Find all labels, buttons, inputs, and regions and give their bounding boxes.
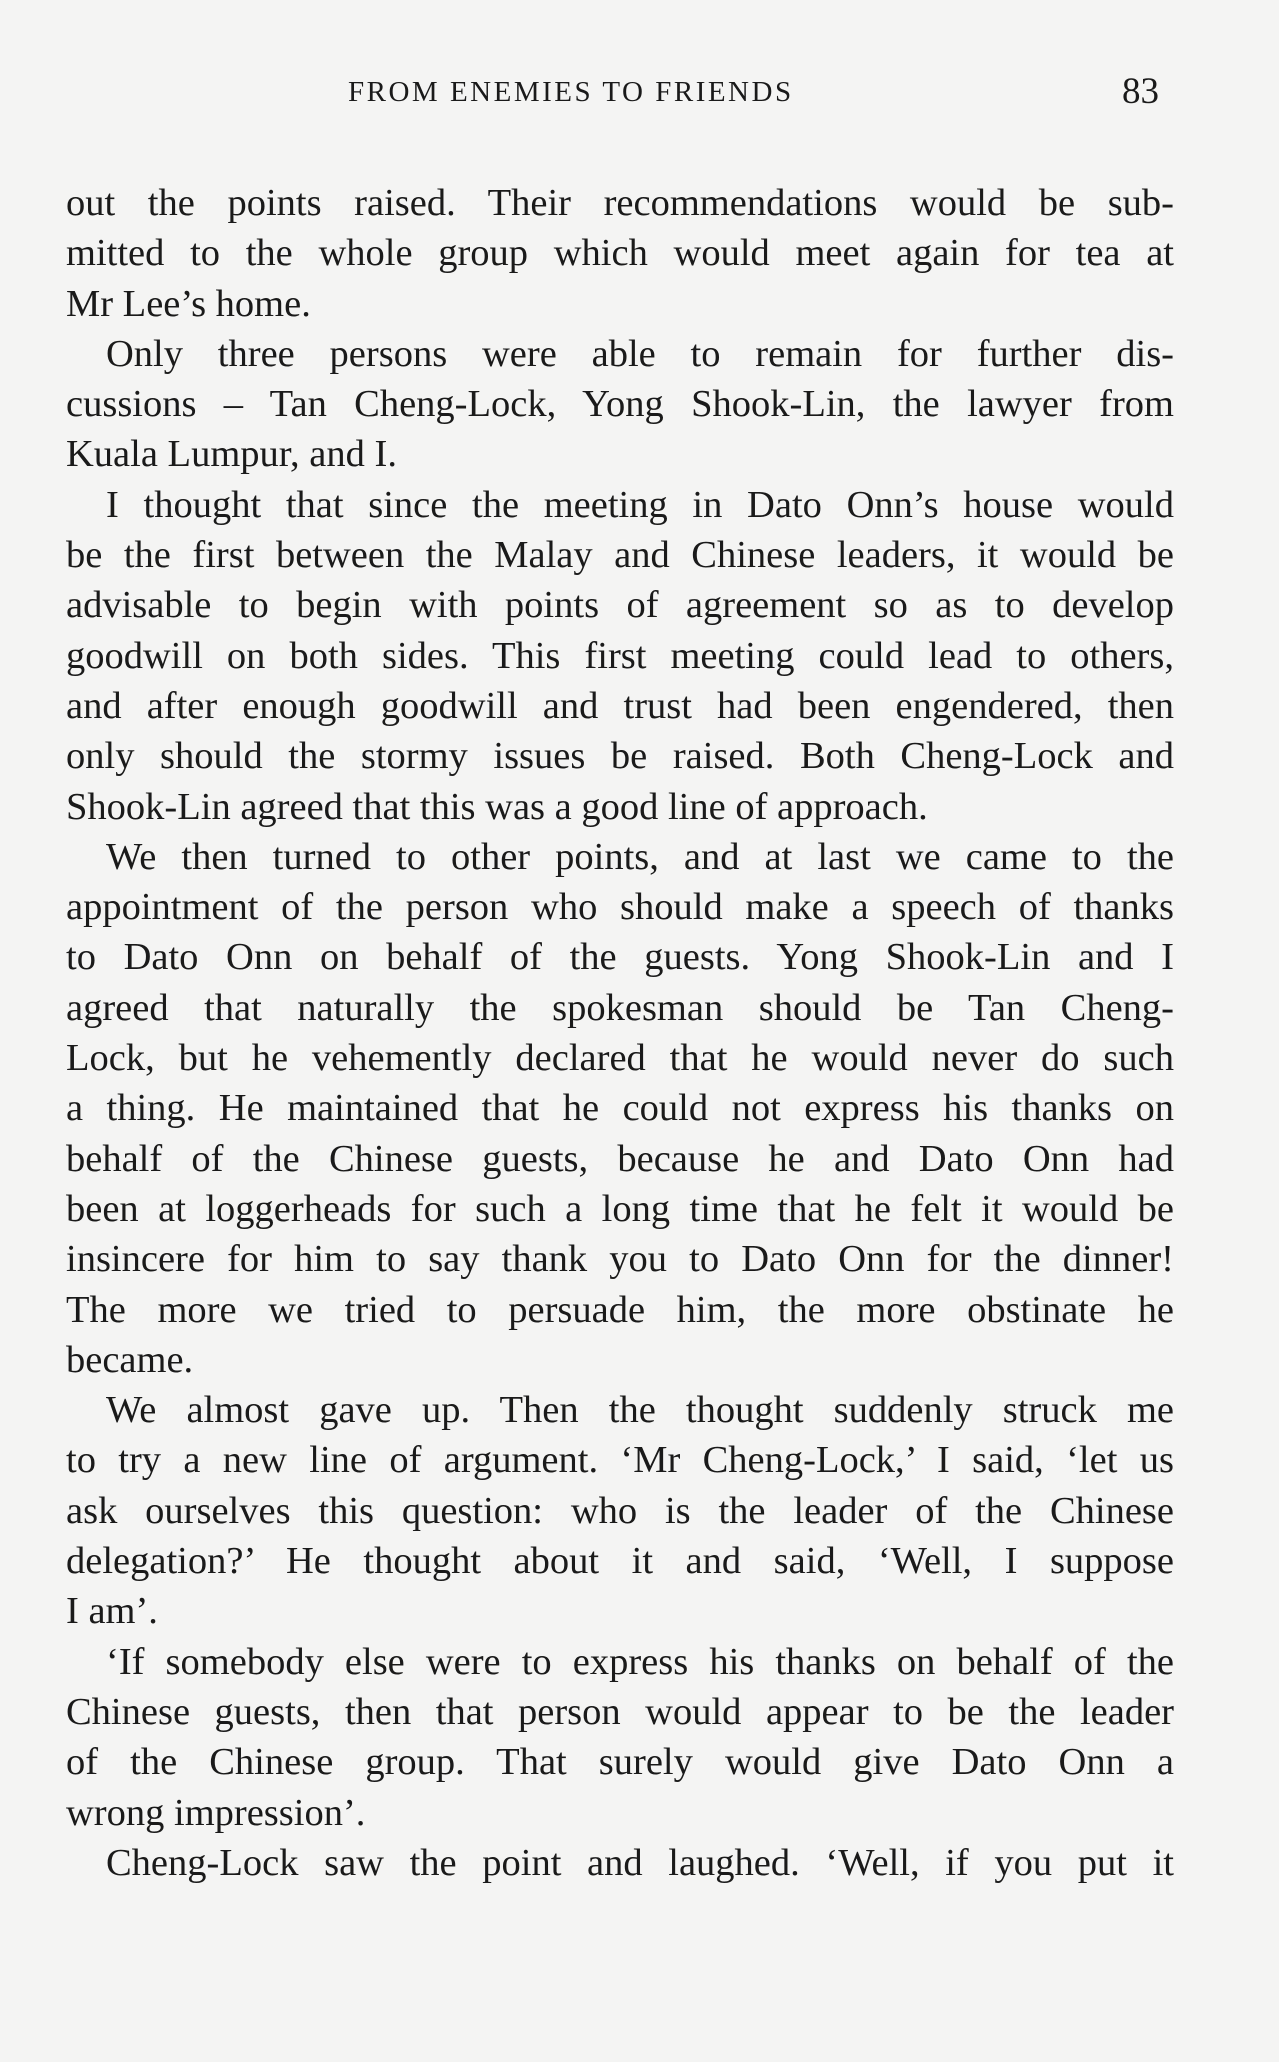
text-line: became.: [66, 1338, 194, 1381]
text-line: to Dato Onn on behalf of the guests. Yong Shook-Lin and I: [66, 936, 1174, 979]
text-line: agreed that naturally the spokesman should be Tan Cheng-: [66, 986, 1174, 1029]
paragraph: [66, 1385, 1174, 1636]
text-line: ‘If somebody else were to express his thanks on behalf of the: [106, 1640, 1174, 1683]
text-line: delegation?’ He thought about it and said, ‘Well, I suppose: [66, 1540, 1174, 1583]
paragraph: [66, 832, 1174, 1385]
text-line: We then turned to other points, and at last we came to the: [106, 835, 1174, 878]
text-line: advisable to begin with points of agreement so as to develop: [66, 584, 1174, 627]
text-line: and after enough goodwill and trust had been engendered, then: [66, 684, 1174, 727]
text-line: appointment of the person who should make a speech of thanks: [66, 886, 1174, 929]
text-line: Only three persons were able to remain for further dis-: [106, 332, 1174, 375]
page-number: 83: [1122, 71, 1159, 112]
paragraph: [66, 1838, 1174, 1888]
text-line: a thing. He maintained that he could not express his thanks on: [66, 1087, 1174, 1130]
text-line: been at loggerheads for such a long time that he felt it would be: [66, 1187, 1174, 1230]
text-line: mitted to the whole group which would meet again for tea at: [66, 232, 1174, 275]
running-title: FROM ENEMIES TO FRIENDS: [348, 76, 794, 108]
text-line: I am’.: [66, 1590, 158, 1633]
text-line: ask ourselves this question: who is the leader of the Chinese: [66, 1489, 1174, 1532]
paragraph: [66, 480, 1174, 832]
text-line: of the Chinese group. That surely would give Dato Onn a: [66, 1741, 1174, 1784]
text-line: be the first between the Malay and Chinese leaders, it would be: [66, 534, 1174, 577]
text-line: Shook-Lin agreed that this was a good line of approach.: [66, 785, 928, 828]
text-line: I thought that since the meeting in Dato Onn’s house would: [106, 483, 1174, 526]
text-line: insincere for him to say thank you to Dato Onn for the dinner!: [66, 1238, 1174, 1281]
text-line: wrong impression’.: [66, 1791, 366, 1834]
text-line: Kuala Lumpur, and I.: [66, 433, 397, 476]
text-line: Lock, but he vehemently declared that he would never do such: [66, 1037, 1174, 1080]
paragraph: [66, 178, 1174, 329]
text-line: We almost gave up. Then the thought suddenly struck me: [106, 1389, 1174, 1432]
text-line: out the points raised. Their recommendations would be sub-: [66, 182, 1174, 224]
text-line: behalf of the Chinese guests, because he and Dato Onn had: [66, 1137, 1174, 1180]
text-line: Mr Lee’s home.: [66, 282, 311, 325]
text-line: to try a new line of argument. ‘Mr Cheng-Lock,’ I said, ‘let us: [66, 1439, 1174, 1482]
body-text: [66, 178, 1174, 1888]
text-line: only should the stormy issues be raised. Both Cheng-Lock and: [66, 735, 1174, 778]
text-line: cussions – Tan Cheng-Lock, Yong Shook-Lin, the lawyer from: [66, 383, 1174, 426]
text-line: Cheng-Lock saw the point and laughed. ‘Well, if you put it: [106, 1841, 1174, 1884]
text-line: The more we tried to persuade him, the more obstinate he: [66, 1288, 1174, 1331]
running-header: [0, 71, 1279, 116]
paragraph: [66, 1637, 1174, 1838]
text-line: Chinese guests, then that person would appear to be the leader: [66, 1690, 1174, 1733]
paragraph: [66, 329, 1174, 480]
text-line: goodwill on both sides. This first meeting could lead to others,: [66, 634, 1174, 677]
